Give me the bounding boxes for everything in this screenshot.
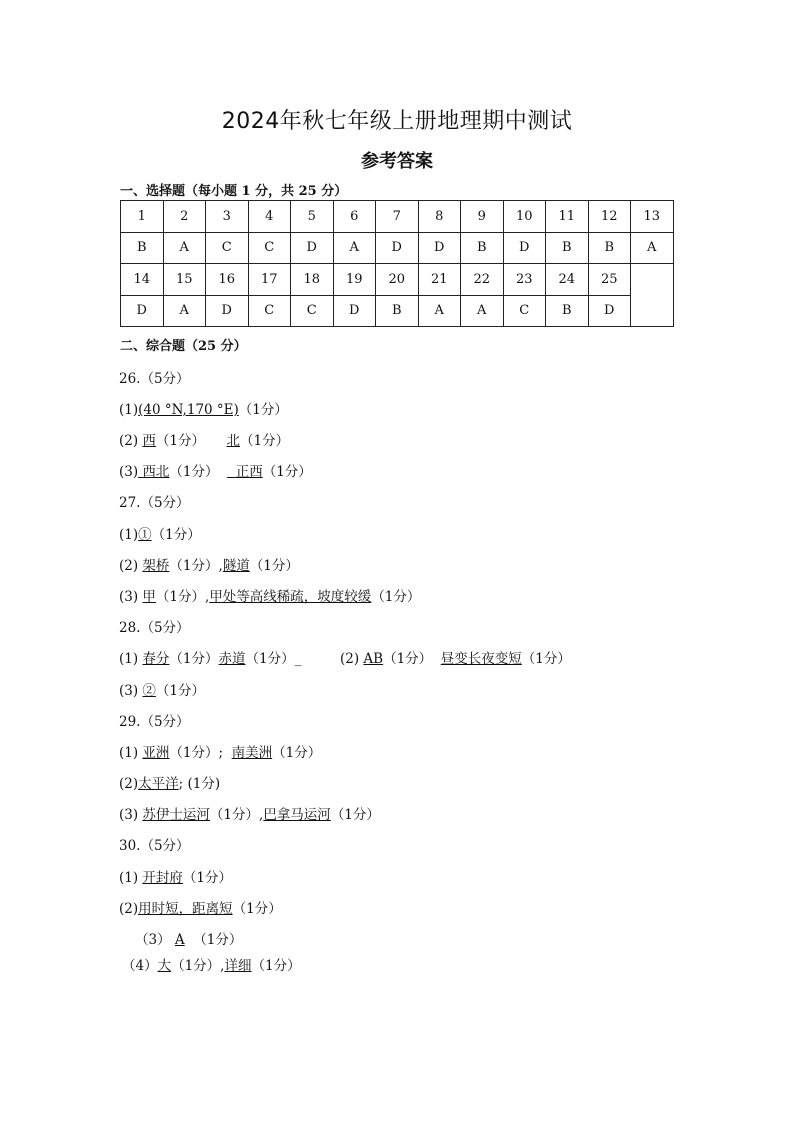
score-text: （1分）, [171, 958, 225, 974]
answer-text: ② [142, 683, 156, 699]
table-cell: A [163, 232, 206, 264]
table-cell: 14 [121, 264, 164, 296]
score-text: （1分） [371, 589, 421, 605]
score-text: （1分）; [169, 745, 224, 761]
q28-heading: 28.（5分） [119, 620, 190, 636]
answer-text: 南美洲 [231, 745, 273, 761]
item-number: (1) [119, 651, 139, 667]
score-text: ; (1分) [178, 776, 221, 792]
item-number: (1) [119, 870, 139, 886]
score-text: （1分）, [169, 558, 223, 574]
table-cell: D [121, 295, 164, 327]
item-number: （4） [122, 958, 158, 974]
table-cell: C [248, 295, 291, 327]
score-text: （1分） [155, 683, 206, 699]
q30-line-1 [119, 866, 232, 886]
answer-text: 北 [226, 433, 240, 449]
answer-text: 开封府 [142, 870, 183, 886]
answer-text: 甲 [142, 589, 156, 605]
table-cell: 3 [206, 201, 249, 233]
table-cell: 16 [206, 264, 249, 296]
table-cell: 9 [461, 201, 504, 233]
score-text: （1分） [249, 558, 299, 574]
answer-text: AB [363, 651, 384, 667]
item-number: (1) [119, 402, 139, 418]
table-cell: A [631, 232, 674, 264]
score-text: （1分）, [155, 589, 210, 605]
q29-line-3 [119, 803, 380, 823]
item-number: (1) [119, 745, 139, 761]
q26-line-1 [119, 398, 288, 418]
item-number: （3） [135, 932, 171, 948]
answer-text: 昼变长夜变短 [440, 651, 522, 667]
table-cell: 21 [418, 264, 461, 296]
table-cell: D [503, 232, 546, 264]
score-text: （1分） [232, 901, 282, 917]
answer-text: A [174, 932, 185, 948]
table-cell: D [333, 295, 376, 327]
score-text: （1分） [169, 651, 219, 667]
table-cell: 20 [376, 264, 419, 296]
answer-value: 西北 [142, 464, 170, 480]
score-text: （1分） [155, 433, 206, 449]
q27-line-3 [119, 585, 420, 605]
table-cell: C [248, 232, 291, 264]
table-cell: 24 [546, 264, 589, 296]
table-cell: 25 [588, 264, 631, 296]
q28-line-2 [119, 679, 205, 699]
q27-line-2 [119, 554, 299, 574]
table-cell: B [376, 295, 419, 327]
item-number: (3) [119, 683, 139, 699]
table-cell: 19 [333, 264, 376, 296]
table-cell: 2 [163, 201, 206, 233]
q26-line-3 [119, 460, 312, 480]
item-number: (2) [339, 651, 360, 667]
item-number: (2) [119, 558, 139, 574]
answer-text: ① [138, 527, 152, 543]
answer-text: 架桥 [142, 558, 170, 574]
answer-text [138, 464, 169, 480]
table-cell: 4 [248, 201, 291, 233]
answer-value: 正西 [235, 464, 263, 480]
score-text: （1分） [193, 932, 243, 948]
answer-text: 西 [142, 433, 156, 449]
table-cell-empty [631, 264, 674, 327]
q26-line-2 [119, 429, 289, 449]
score-text: （1分） [182, 870, 233, 886]
table-cell: B [546, 232, 589, 264]
table-cell: 6 [333, 201, 376, 233]
table-cell: D [588, 295, 631, 327]
q27-heading: 27.（5分） [119, 495, 190, 511]
table-cell: 22 [461, 264, 504, 296]
score-text: （1分）_ [245, 651, 302, 667]
table-row [121, 295, 674, 327]
answer-text: (40 °N,170 °E) [138, 402, 239, 418]
q29-line-1 [119, 741, 321, 761]
q30-heading: 30.（5分） [119, 838, 190, 854]
q29-line-2 [119, 772, 220, 792]
table-cell: B [588, 232, 631, 264]
score-text: （1分） [151, 527, 201, 543]
score-text: （1分） [521, 651, 571, 667]
answer-text: 隧道 [222, 558, 250, 574]
table-cell: 13 [631, 201, 674, 233]
item-number: (3) [119, 589, 139, 605]
score-text: （1分） [169, 464, 219, 480]
score-text: （1分）, [209, 807, 264, 823]
answer-text: 巴拿马运河 [263, 807, 331, 823]
item-number: (1) [119, 527, 139, 543]
answer-text: 甲处等高线稀疏，坡度较缓 [209, 589, 372, 605]
table-row [121, 201, 674, 233]
item-number: (2) [119, 901, 139, 917]
q27-line-1 [119, 523, 201, 543]
table-cell: 1 [121, 201, 164, 233]
section-comprehensive-heading: 二、综合题（25 分） [120, 339, 247, 354]
q30-line-4 [122, 954, 301, 974]
table-cell: 17 [248, 264, 291, 296]
table-cell: D [206, 295, 249, 327]
q28-line-1 [119, 647, 571, 667]
table-cell: 12 [588, 201, 631, 233]
table-cell: 15 [163, 264, 206, 296]
q30-line-3 [135, 928, 242, 948]
answer-text: 春分 [142, 651, 170, 667]
table-cell: B [121, 232, 164, 264]
item-number: (3) [119, 464, 139, 480]
table-cell: 23 [503, 264, 546, 296]
table-cell: 8 [418, 201, 461, 233]
answer-table [120, 200, 674, 327]
section-choice-heading: 一、选择题（每小题 1 分，共 25 分） [120, 184, 348, 199]
table-cell: D [418, 232, 461, 264]
score-text: （1分） [251, 958, 301, 974]
item-number: (2) [119, 433, 139, 449]
table-cell: A [418, 295, 461, 327]
page-subtitle: 参考答案 [361, 151, 433, 172]
table-cell: A [333, 232, 376, 264]
q26-heading: 26.（5分） [119, 371, 190, 387]
page-title: 2024年秋七年级上册地理期中测试 [221, 109, 573, 134]
answer-text: 太平洋 [138, 776, 179, 792]
table-cell: B [461, 232, 504, 264]
table-row [121, 232, 674, 264]
table-cell: 5 [291, 201, 334, 233]
table-cell: 10 [503, 201, 546, 233]
score-text: （1分） [272, 745, 322, 761]
score-text: （1分） [239, 433, 290, 449]
table-cell: 11 [546, 201, 589, 233]
score-text: （1分） [238, 402, 288, 418]
score-text: （1分） [330, 807, 380, 823]
answer-text: 亚洲 [142, 745, 170, 761]
answer-text: 大 [157, 958, 172, 974]
table-cell: D [376, 232, 419, 264]
table-row [121, 264, 674, 296]
table-cell: A [461, 295, 504, 327]
answer-text: 赤道 [218, 651, 246, 667]
table-cell: D [291, 232, 334, 264]
item-number: (3) [119, 807, 139, 823]
score-text: （1分） [262, 464, 312, 480]
table-cell: B [546, 295, 589, 327]
table-cell: C [503, 295, 546, 327]
answer-text: 用时短，距离短 [138, 901, 233, 917]
table-cell: C [291, 295, 334, 327]
table-cell: A [163, 295, 206, 327]
table-cell: 18 [291, 264, 334, 296]
q29-heading: 29.（5分） [119, 714, 190, 730]
answer-text: 详细 [224, 958, 252, 974]
item-number: (2) [119, 776, 139, 792]
table-cell: 7 [376, 201, 419, 233]
answer-text [227, 464, 263, 480]
table-cell: C [206, 232, 249, 264]
answer-text: 苏伊士运河 [142, 807, 210, 823]
score-text: （1分） [383, 651, 433, 667]
q30-line-2 [119, 897, 282, 917]
